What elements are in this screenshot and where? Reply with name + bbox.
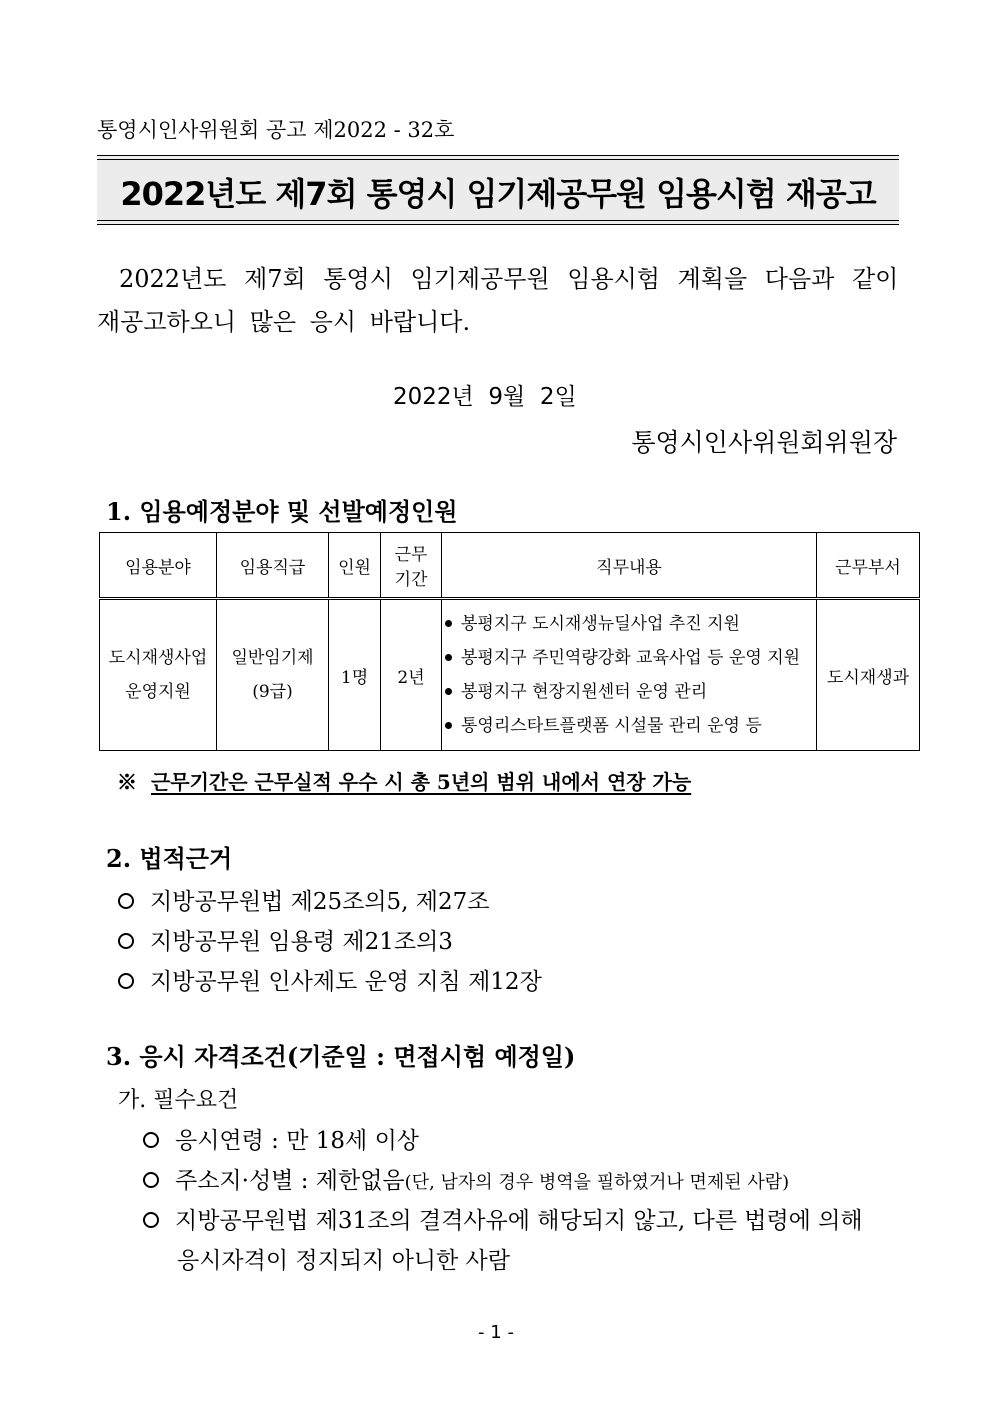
legal-basis-text: 지방공무원법 제25조의5, 제27조 (150, 889, 490, 915)
requirement-disq-line-2: 응시자격이 정지되지 아니한 사람 (177, 1248, 510, 1274)
note-mark: ※ (117, 770, 137, 794)
cell-duties (442, 599, 817, 751)
duty-item (444, 641, 816, 675)
header-period (381, 533, 442, 599)
header-count: 인원 (329, 533, 381, 599)
duty-text: 통영리스타트플랫폼 시설물 관리 운영 등 (461, 716, 762, 736)
circle-bullet-icon (118, 893, 134, 909)
cell-grade (217, 599, 329, 751)
bullet-icon (445, 722, 452, 729)
circle-bullet-icon (143, 1132, 159, 1148)
note-text: 근무기간은 근무실적 우수 시 총 5년의 범위 내에서 연장 가능 (150, 770, 692, 794)
table-row (100, 599, 920, 751)
header-field: 임용분야 (100, 533, 217, 599)
period-extension-note (117, 766, 691, 795)
header-period-line-1: 근무 (394, 545, 428, 565)
header-department: 근무부서 (817, 533, 920, 599)
intro-line-1: 2022년도 제7회 통영시 임기제공무원 임용시험 계획을 다음과 같이 (119, 265, 899, 293)
requirement-age-text: 응시연령 : 만 18세 이상 (175, 1128, 420, 1154)
table-header-row (100, 533, 920, 599)
cell-field (100, 599, 217, 751)
circle-bullet-icon (118, 973, 134, 989)
bullet-icon (445, 620, 452, 627)
bullet-icon (445, 654, 452, 661)
header-period-line-2: 기간 (394, 570, 428, 590)
cell-grade-line-2: (9급) (252, 682, 293, 702)
header-grade: 임용직급 (217, 533, 329, 599)
requirement-disqualification (143, 1202, 863, 1235)
required-conditions-heading: 가. 필수요건 (118, 1088, 239, 1113)
issuer: 통영시인사위원회위원장 (631, 428, 897, 457)
intro-line-2: 재공고하오니 많은 응시 바랍니다. (97, 308, 471, 336)
cell-department: 도시재생과 (817, 599, 920, 751)
cell-field-line-2: 운영지원 (125, 682, 191, 702)
circle-bullet-icon (143, 1172, 159, 1188)
cell-field-line-1: 도시재생사업 (108, 648, 208, 668)
duty-item (444, 709, 816, 743)
header-duties: 직무내용 (442, 533, 817, 599)
legal-basis-text: 지방공무원 임용령 제21조의3 (150, 929, 453, 955)
page-number: - 1 - (478, 1322, 514, 1343)
requirement-address (143, 1162, 789, 1195)
legal-basis-text: 지방공무원 인사제도 운영 지침 제12장 (150, 969, 542, 995)
duty-item (444, 675, 816, 709)
section-2-heading: 2. 법적근거 (106, 844, 233, 873)
cell-count: 1명 (329, 599, 381, 751)
requirement-address-text: 주소지·성별 : 제한없음 (175, 1168, 405, 1194)
notice-number: 통영시인사위원회 공고 제2022 - 32호 (97, 118, 455, 142)
cell-period: 2년 (381, 599, 442, 751)
circle-bullet-icon (118, 933, 134, 949)
document-title: 2022년도 제7회 통영시 임기제공무원 임용시험 재공고 (120, 175, 876, 213)
duty-item (444, 607, 816, 641)
legal-basis-item (118, 963, 542, 996)
notice-date: 2022년 9월 2일 (393, 384, 577, 410)
duty-text: 봉평지구 주민역량강화 교육사업 등 운영 지원 (461, 648, 801, 668)
legal-basis-item (118, 883, 490, 916)
requirement-disq-line-1: 지방공무원법 제31조의 결격사유에 해당되지 않고, 다른 법령에 의해 (175, 1208, 863, 1234)
title-box (97, 155, 899, 225)
section-3-heading: 3. 응시 자격조건(기준일 : 면접시험 예정일) (106, 1042, 576, 1071)
circle-bullet-icon (143, 1212, 159, 1228)
legal-basis-item (118, 923, 453, 956)
cell-grade-line-1: 일반임기제 (231, 648, 314, 668)
requirement-age (143, 1122, 419, 1155)
recruitment-table (99, 532, 920, 751)
requirement-address-note: (단, 남자의 경우 병역을 필하였거나 면제된 사람) (404, 1172, 790, 1193)
duty-text: 봉평지구 도시재생뉴딜사업 추진 지원 (461, 614, 740, 634)
duty-text: 봉평지구 현장지원센터 운영 관리 (461, 682, 708, 702)
section-1-heading: 1. 임용예정분야 및 선발예정인원 (106, 497, 458, 526)
bullet-icon (445, 688, 452, 695)
